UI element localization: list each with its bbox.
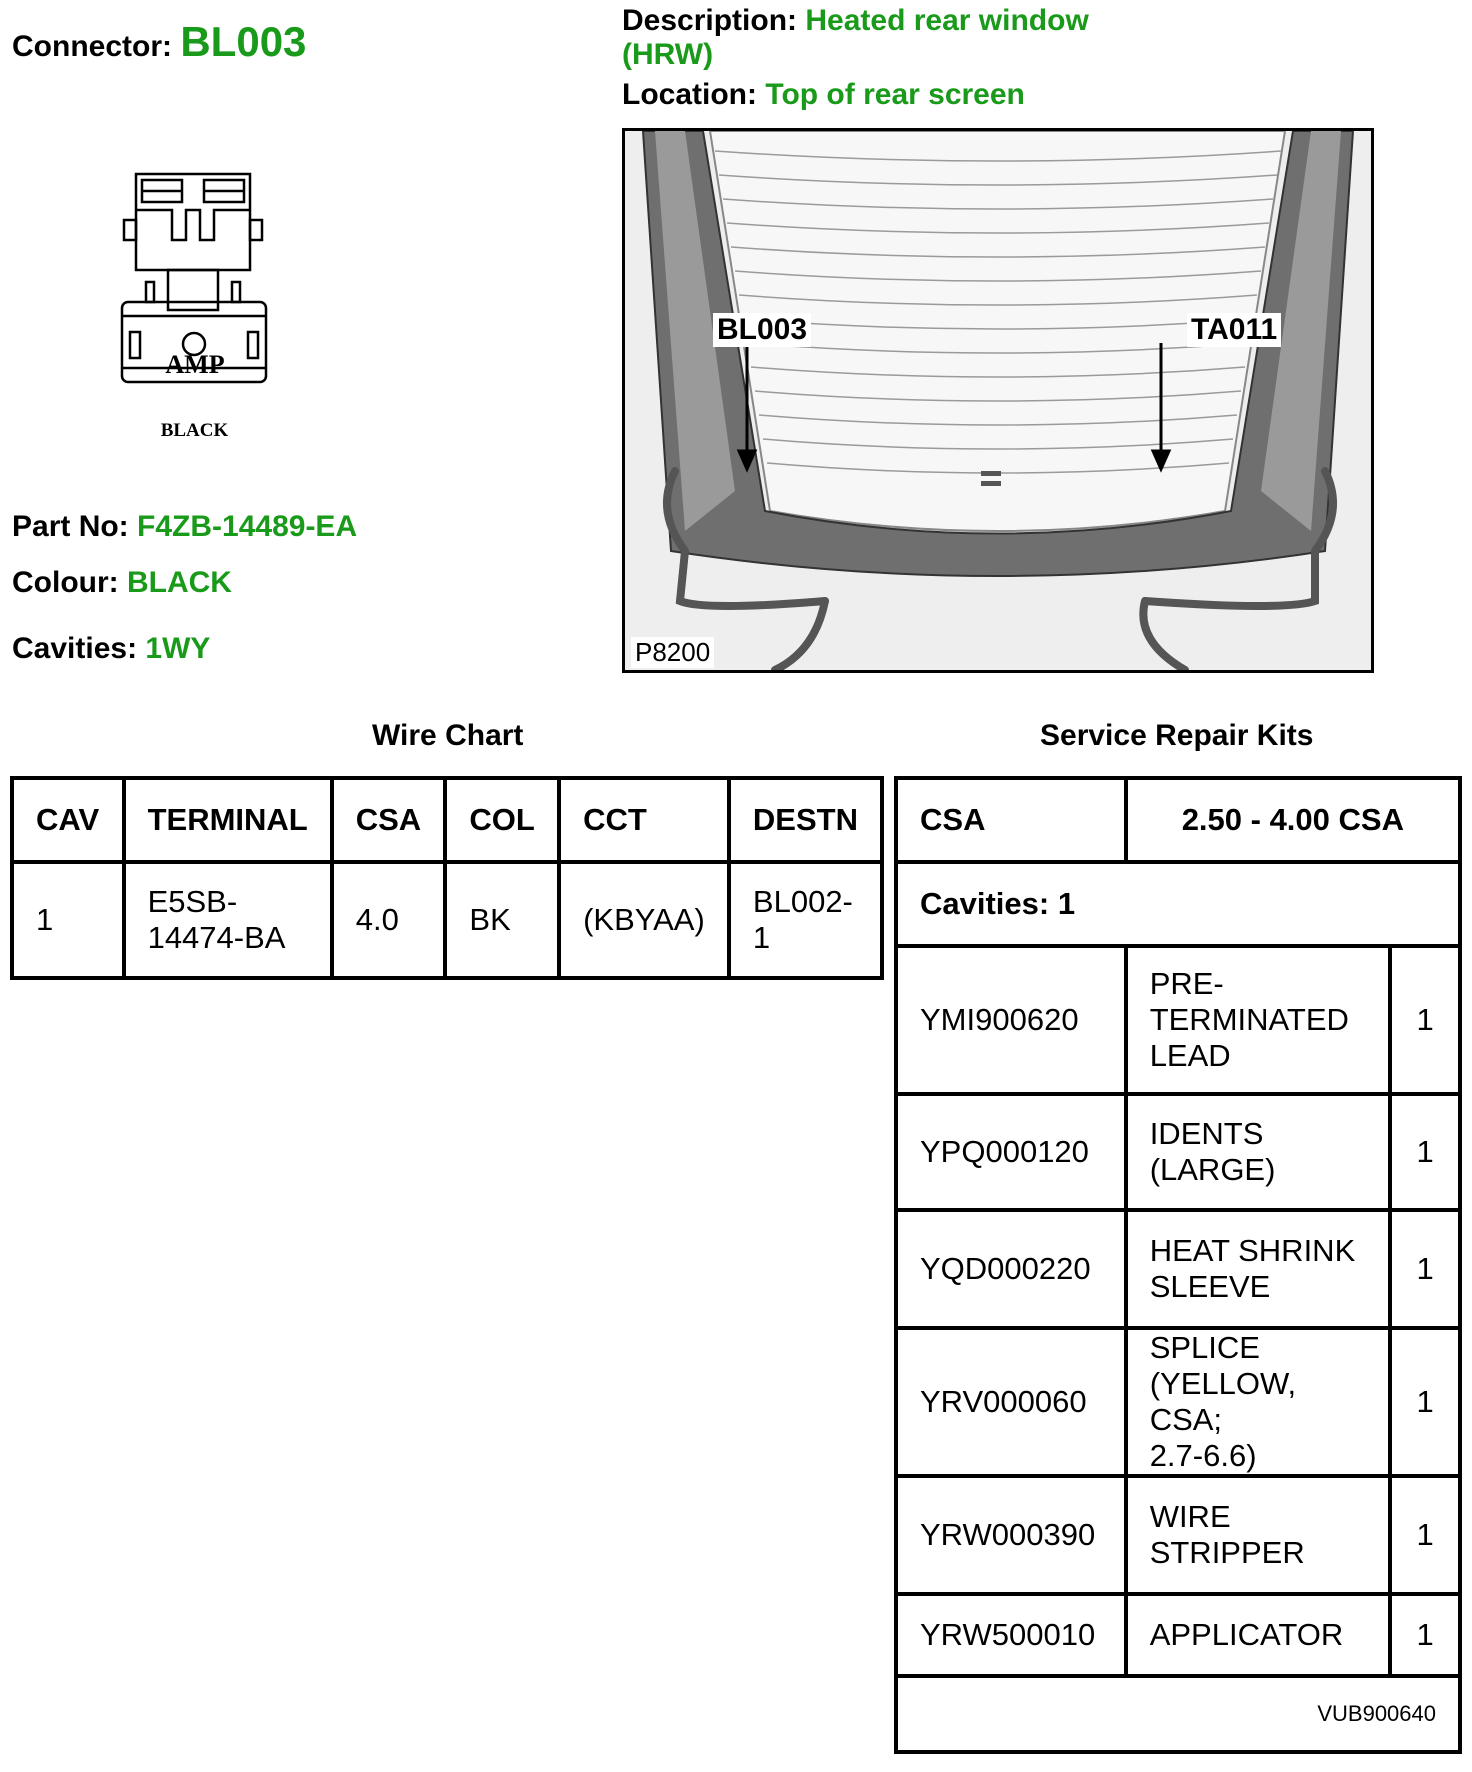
header-terminal: TERMINAL [124,778,332,862]
header-cct: CCT [559,778,729,862]
description [622,4,1089,72]
srk-description [1126,1210,1391,1328]
callout-bl003: BL003 [713,313,811,347]
service-repair-kits-table [894,776,1462,1754]
srk-description-l3: 2.7-6.6) [1149,1438,1257,1473]
part-no [12,510,357,544]
cell-destn [729,862,882,978]
srk-description-l2: (LARGE) [1149,1152,1276,1187]
callout-ta011: TA011 [1187,313,1281,347]
srk-qty: 1 [1390,1094,1460,1210]
header-csa: CSA [332,778,446,862]
srk-part-number: YRV000060 [896,1328,1126,1476]
cell-terminal-l1: E5SB- [147,884,238,919]
wire-chart-header-row [12,778,882,862]
cell-terminal [124,862,332,978]
srk-part-number: YPQ000120 [896,1094,1126,1210]
connector-heading [12,18,306,66]
srk-description [1126,946,1391,1094]
description-value-line1: Heated rear window [805,4,1089,37]
cell-cct: (KBYAA) [559,862,729,978]
srk-part-number: YQD000220 [896,1210,1126,1328]
srk-qty: 1 [1390,1476,1460,1594]
connector-label: Connector: [12,30,172,63]
colour-label: Colour: [12,566,119,599]
connector-id: BL003 [180,18,307,65]
header-col: COL [445,778,559,862]
srk-qty: 1 [1390,1594,1460,1676]
part-no-value: F4ZB-14489-EA [137,510,358,543]
srk-description-l2: TERMINATED [1149,1002,1349,1037]
srk-description-l1: PRE- [1149,966,1224,1001]
colour-value: BLACK [126,566,232,599]
header-destn: DESTN [729,778,882,862]
colour [12,566,232,600]
srk-cavities: Cavities: 1 [896,862,1460,946]
srk-item-row [896,1328,1460,1476]
srk-cavities-row [896,862,1460,946]
srk-footer-row [896,1676,1460,1752]
location-photo [622,128,1374,673]
srk-description-l1: IDENTS [1149,1116,1264,1151]
srk-item-row [896,1476,1460,1594]
srk-item-row [896,1094,1460,1210]
srk-description-l1: HEAT SHRINK [1149,1233,1356,1268]
srk-part-number: YRW500010 [896,1594,1126,1676]
cell-terminal-l2: 14474-BA [147,920,286,955]
wire-chart-table [10,776,884,980]
srk-description-l1: WIRE [1149,1499,1231,1534]
description-value-line2: (HRW) [622,38,714,71]
srk-description-l2: (YELLOW, CSA; [1149,1366,1297,1437]
srk-part-number: YRW000390 [896,1476,1126,1594]
header-cav: CAV [12,778,124,862]
description-label: Description: [622,4,798,37]
cell-destn-l1: BL002- [752,884,853,919]
location [622,78,1025,112]
service-repair-kits-title: Service Repair Kits [1040,719,1314,752]
srk-description: APPLICATOR [1126,1594,1391,1676]
cavities [12,632,210,666]
wire-chart-title: Wire Chart [372,719,524,752]
rear-window-illustration [625,131,1371,670]
location-value: Top of rear screen [765,78,1025,111]
srk-csa-range: 2.50 - 4.00 CSA [1126,778,1460,862]
cell-cav: 1 [12,862,124,978]
srk-description [1126,1328,1391,1476]
connector-drawing [112,170,277,450]
part-no-label: Part No: [12,510,129,543]
cell-col: BK [445,862,559,978]
cavities-label: Cavities: [12,632,138,665]
srk-csa-label: CSA [896,778,1126,862]
srk-part-number: YMI900620 [896,946,1126,1094]
srk-footer-ref: VUB900640 [896,1676,1460,1752]
table-row [12,862,882,978]
connector-illustration [112,170,277,450]
srk-qty: 1 [1390,1210,1460,1328]
srk-qty: 1 [1390,946,1460,1094]
srk-item-row [896,946,1460,1094]
srk-description-l2: SLEEVE [1149,1269,1271,1304]
srk-item-row [896,1210,1460,1328]
srk-description-l2: STRIPPER [1149,1535,1305,1570]
srk-qty: 1 [1390,1328,1460,1476]
srk-description [1126,1476,1391,1594]
connector-brand-text: AMP [165,350,225,379]
srk-item-row [896,1594,1460,1676]
cell-csa: 4.0 [332,862,446,978]
connector-colour-text: BLACK [160,420,229,441]
photo-ref: P8200 [631,637,714,668]
cavities-value: 1WY [145,632,211,665]
srk-description-l1: SPLICE [1149,1330,1260,1365]
cell-destn-l2: 1 [752,920,771,955]
srk-description [1126,1094,1391,1210]
location-label: Location: [622,78,757,111]
srk-description-l3: LEAD [1149,1038,1231,1073]
srk-csa-row [896,778,1460,862]
